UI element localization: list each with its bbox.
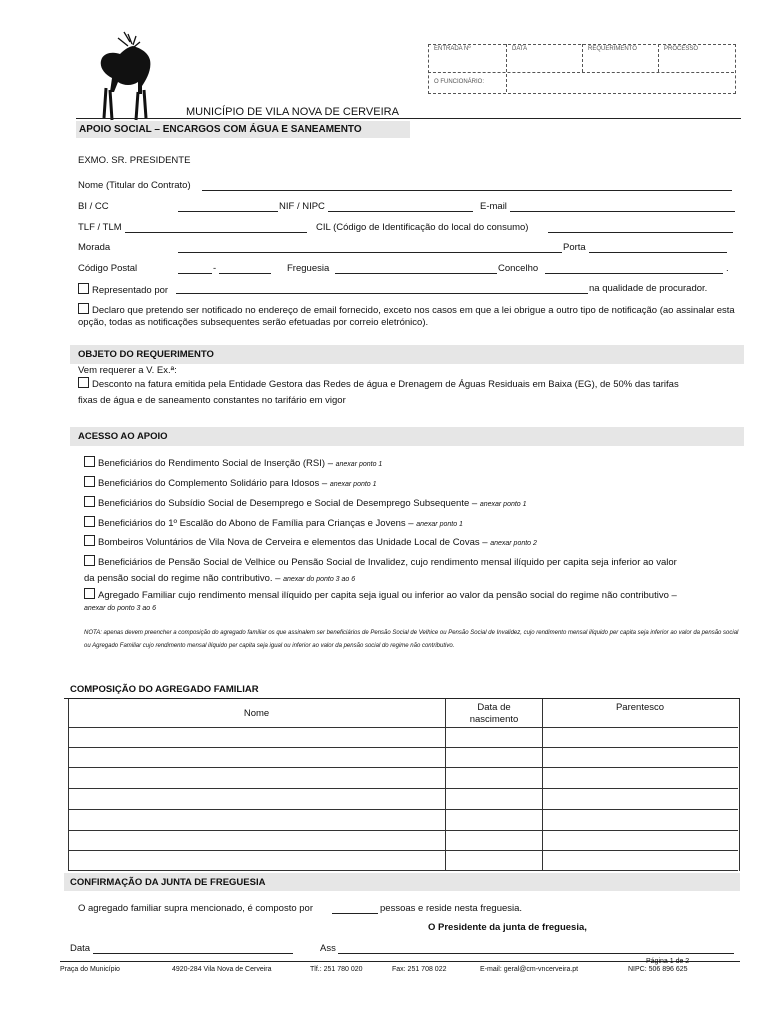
cil-label: CIL (Código de Identificação do local do consumo) — [316, 222, 529, 233]
acesso-item-1: Beneficiários do Rendimento Social de Inserção (RSI) – — [98, 458, 333, 469]
acesso-heading: ACESSO AO APOIO — [78, 431, 168, 442]
data-field[interactable] — [93, 943, 293, 954]
procurador-label: na qualidade de procurador. — [589, 283, 708, 294]
acesso-item-2: Beneficiários do Complemento Solidário para Idosos – — [98, 478, 328, 489]
codigo-postal-label: Código Postal — [78, 263, 138, 274]
porta-field[interactable] — [589, 242, 727, 253]
acesso-note-5: anexar ponto 2 — [490, 540, 537, 547]
footer-fax: Fax: 251 708 022 — [392, 966, 447, 973]
salutation: EXMO. SR. PRESIDENTE — [78, 155, 191, 166]
acesso-note-3: anexar ponto 1 — [479, 501, 527, 508]
concelho-end: . — [726, 263, 729, 274]
pensao-label: Beneficiários de Pensão Social de Velhice ou Pensão Social de Invalidez, cujo rendimento mensal ilíquido per capita seja inferior ao valor — [98, 557, 677, 568]
table-row[interactable] — [68, 809, 738, 810]
col-parentesco: Parentesco — [615, 702, 665, 713]
objeto-heading-bar — [70, 345, 744, 364]
acesso-item-4: Beneficiários do 1º Escalão do Abono de Família para Crianças e Jovens – — [98, 518, 414, 529]
morada-label: Morada — [78, 242, 111, 253]
nome-label: Nome (Titular do Contrato) — [78, 180, 191, 191]
acesso-checkbox-2[interactable] — [84, 476, 95, 487]
footer-address: Praça do Município — [60, 966, 120, 973]
bi-label: BI / CC — [78, 201, 109, 212]
nota-text: NOTA: apenas devem preencher a composição do agregado familiar os que assinalem ser beneficiários de Pensão Social de Velhice ou Pensão Social de Invalidez, cujo rendimento mensal ilíquido per capita seja inferior ao valor da pensão social ou Agregado Familiar cujo rendimento mensal ilíquido per capita seja igual ou inferior ao valor da pensão social do regime não contributivo. — [84, 630, 739, 649]
presidente-label: O Presidente da junta de freguesia, — [428, 922, 587, 933]
office-field-entrada: ENTRADA Nº — [434, 46, 471, 52]
porta-label: Porta — [563, 242, 586, 253]
table-row[interactable] — [68, 850, 738, 851]
acesso-checkbox-3[interactable] — [84, 496, 95, 507]
objeto-intro: Vem requerer a V. Ex.ª: — [78, 365, 177, 376]
acesso-note-4: anexar ponto 1 — [416, 521, 463, 528]
representado-label: Representado por — [92, 285, 169, 296]
agregado-checkbox[interactable] — [84, 588, 95, 599]
morada-field[interactable] — [178, 242, 562, 253]
pessoas-field[interactable] — [332, 903, 378, 914]
cp-field-b[interactable] — [219, 263, 271, 274]
agregado-note: anexar do ponto 3 ao 6 — [84, 605, 157, 612]
declaro-label: Declaro que pretendo ser notificado no endereço de email fornecido, exceto nos casos em que a lei obrigue a outro tipo de notificação (ao assinalar esta opção, todas as notificações subsequentes serão efetuadas por correio eletrónico). — [78, 305, 735, 328]
nome-field[interactable] — [202, 180, 732, 191]
tlf-label: TLF / TLM — [78, 222, 122, 233]
representado-checkbox[interactable] — [78, 283, 89, 294]
junta-heading: CONFIRMAÇÃO DA JUNTA DE FREGUESIA — [70, 877, 266, 888]
agregado-table — [68, 699, 740, 871]
freguesia-field[interactable] — [335, 263, 497, 274]
agregado-label: Agregado Familiar cujo rendimento mensal ilíquido per capita seja igual ou inferior ao valor da pensão social do regime não contributivo – — [98, 590, 677, 601]
municipality-logo — [88, 30, 164, 122]
tlf-field[interactable] — [125, 222, 307, 233]
municipality-name: MUNICÍPIO DE VILA NOVA DE CERVEIRA — [186, 106, 399, 118]
agregado-heading: COMPOSIÇÃO DO AGREGADO FAMILIAR — [70, 684, 259, 695]
freguesia-label: Freguesia — [287, 263, 330, 274]
email-label: E-mail — [480, 201, 507, 212]
table-row[interactable] — [68, 788, 738, 789]
representado-field[interactable] — [176, 283, 588, 294]
pensao-checkbox[interactable] — [84, 555, 95, 566]
objeto-heading: OBJETO DO REQUERIMENTO — [78, 349, 214, 360]
office-field-data: DATA — [512, 46, 528, 52]
pensao-label-cont: da pensão social do regime não contributivo. – — [84, 573, 281, 584]
office-official-label: O FUNCIONÁRIO: — [434, 79, 485, 85]
junta-text-b: pessoas e reside nesta freguesia. — [380, 903, 523, 914]
acesso-checkbox-5[interactable] — [84, 535, 95, 546]
table-row[interactable] — [68, 747, 738, 748]
col-data-nascimento: Data de nascimento — [469, 702, 519, 725]
declaro-checkbox[interactable] — [78, 303, 89, 314]
bi-field[interactable] — [178, 201, 278, 212]
concelho-field[interactable] — [545, 263, 723, 274]
cp-field-a[interactable] — [178, 263, 212, 274]
cil-field[interactable] — [548, 222, 733, 233]
junta-heading-bar — [64, 873, 740, 891]
footer-page: Página 1 de 2 — [646, 958, 690, 965]
data-label: Data — [70, 943, 91, 954]
acesso-checkbox-1[interactable] — [84, 456, 95, 467]
office-field-processo: PROCESSO — [664, 46, 699, 52]
footer-postcode: 4920-284 Vila Nova de Cerveira — [172, 966, 272, 973]
junta-text-a: O agregado familiar supra mencionado, é composto por — [78, 903, 313, 914]
table-row[interactable] — [68, 870, 738, 871]
nif-field[interactable] — [328, 201, 473, 212]
table-row[interactable] — [68, 830, 738, 831]
concelho-label: Concelho — [498, 263, 539, 274]
ass-label: Ass — [320, 943, 336, 954]
email-field[interactable] — [510, 201, 735, 212]
agregado-heading-bar — [64, 680, 740, 699]
acesso-note-2: anexar ponto 1 — [329, 481, 377, 488]
desconto-label: Desconto na fatura emitida pela Entidade Gestora das Redes de água e Drenagem de Águas Residuais em Baixa (EG), de 50% das tarifas — [92, 379, 679, 390]
office-field-requerimento: REQUERIMENTO — [588, 46, 637, 52]
acesso-heading-bar — [70, 427, 744, 446]
acesso-checkbox-4[interactable] — [84, 516, 95, 527]
table-row[interactable] — [68, 767, 738, 768]
nif-label: NIF / NIPC — [279, 201, 325, 212]
form-title: APOIO SOCIAL – ENCARGOS COM ÁGUA E SANEAMENTO — [79, 124, 362, 135]
footer-tel: Tlf.: 251 780 020 — [310, 966, 363, 973]
cp-dash: - — [213, 263, 217, 274]
footer-nipc: NIPC: 506 896 625 — [628, 966, 688, 973]
footer-email: E-mail: geral@cm-vncerveira.pt — [480, 966, 579, 973]
table-row[interactable] — [68, 727, 738, 728]
acesso-item-3: Beneficiários do Subsídio Social de Desemprego e Social de Desemprego Subsequente – — [98, 498, 478, 509]
desconto-label-cont: fixas de água e de saneamento constantes no tarifário em vigor — [78, 395, 346, 406]
title-bar — [76, 121, 410, 138]
pensao-note: anexar do ponto 3 ao 6 — [283, 576, 356, 583]
desconto-checkbox[interactable] — [78, 377, 89, 388]
acesso-item-5: Bombeiros Voluntários de Vila Nova de Cerveira e elementos das Unidade Local de Covas – — [98, 537, 488, 548]
col-nome: Nome — [243, 708, 270, 719]
acesso-note-1: anexar ponto 1 — [335, 461, 383, 468]
ass-field[interactable] — [338, 943, 734, 954]
